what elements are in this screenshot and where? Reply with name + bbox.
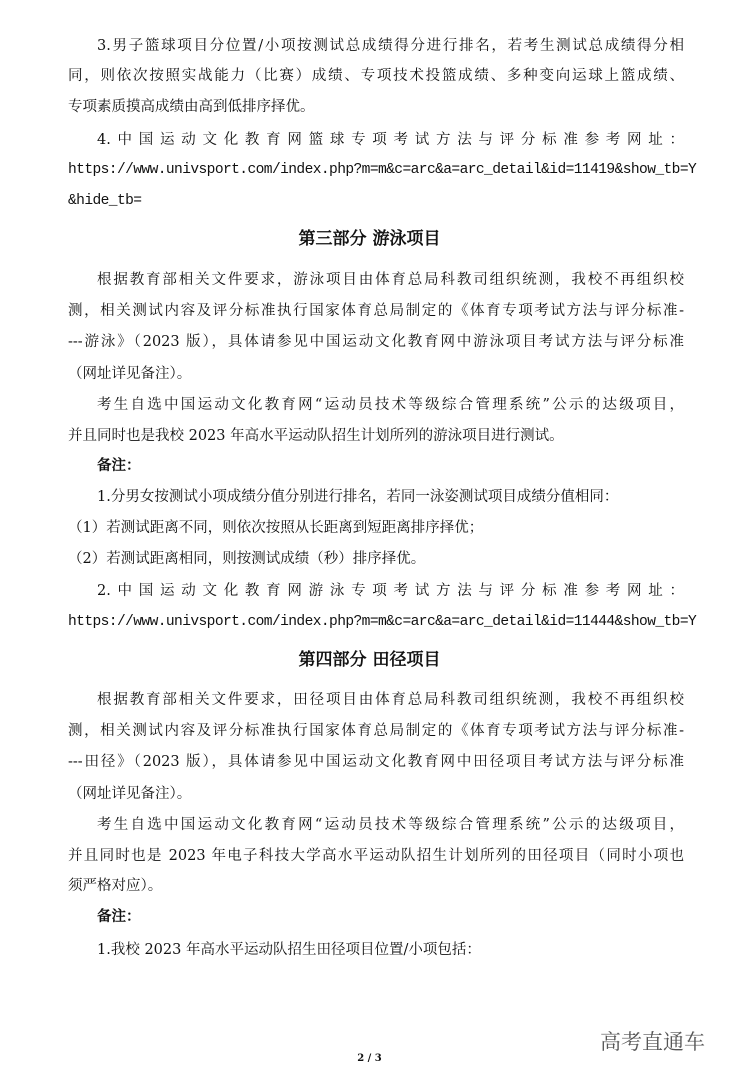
paragraph-line: （1）若测试距离不同，则依次按照从长距离到短距离排序择优； <box>68 520 484 536</box>
paragraph-line: 并且同时也是我校 2023 年高水平运动队招生计划所列的游泳项目进行测试。 <box>68 428 564 444</box>
url-line: &hide_tb= <box>68 193 142 209</box>
paragraph-line: 3.男子篮球项目分位置/小项按测试总成绩得分进行排名，若考生测试总成绩得分相 <box>97 38 684 54</box>
note-heading: 备注： <box>97 909 141 925</box>
section-heading-swimming: 第三部分 游泳项目 <box>298 229 441 249</box>
note-heading: 备注： <box>97 458 141 474</box>
paragraph-line: 1.我校 2023 年高水平运动队招生田径项目位置/小项包括： <box>97 942 481 958</box>
paragraph-line: （网址详见备注）。 <box>68 366 192 382</box>
paragraph-line: ---游泳》（2023 版），具体请参见中国运动文化教育网中游泳项目考试方法与评分标准 <box>68 334 684 350</box>
watermark: 高考直通车 <box>600 1030 705 1054</box>
paragraph-line: 4.中国运动文化教育网篮球专项考试方法与评分标准参考网址： <box>97 132 684 148</box>
paragraph-line: 根据教育部相关文件要求，田径项目由体育总局科教司组织统测，我校不再组织校 <box>97 692 684 708</box>
paragraph-line: 须严格对应）。 <box>68 878 163 894</box>
paragraph-line: 测，相关测试内容及评分标准执行国家体育总局制定的《体育专项考试方法与评分标准- <box>68 303 684 319</box>
url-line: https://www.univsport.com/index.php?m=m&c=arc&a=arc_detail&id=11419&show_tb=Y <box>68 162 697 178</box>
section-heading-track-field: 第四部分 田径项目 <box>298 650 441 670</box>
paragraph-line: 并且同时也是 2023 年电子科技大学高水平运动队招生计划所列的田径项目（同时小项也 <box>68 848 684 864</box>
paragraph-line: 专项素质摸高成绩由高到低排序择优。 <box>68 99 315 115</box>
paragraph-line: 考生自选中国运动文化教育网“运动员技术等级综合管理系统”公示的达级项目， <box>97 397 684 413</box>
paragraph-line: 考生自选中国运动文化教育网“运动员技术等级综合管理系统”公示的达级项目， <box>97 817 684 833</box>
paragraph-line: 2.中国运动文化教育网游泳专项考试方法与评分标准参考网址： <box>97 583 684 599</box>
paragraph-line: 同，则依次按照实战能力（比赛）成绩、专项技术投篮成绩、多种变向运球上篮成绩、 <box>68 68 684 84</box>
page-number: 2 / 3 <box>357 1053 382 1064</box>
url-line: https://www.univsport.com/index.php?m=m&c=arc&a=arc_detail&id=11444&show_tb=Y <box>68 614 697 630</box>
paragraph-line: （2）若测试距离相同，则按测试成绩（秒）排序择优。 <box>68 551 426 567</box>
paragraph-line: 1.分男女按测试小项成绩分值分别进行排名，若同一泳姿测试项目成绩分值相同： <box>97 489 619 505</box>
paragraph-line: 测，相关测试内容及评分标准执行国家体育总局制定的《体育专项考试方法与评分标准- <box>68 723 684 739</box>
paragraph-line: （网址详见备注）。 <box>68 786 192 802</box>
paragraph-line: 根据教育部相关文件要求，游泳项目由体育总局科教司组织统测，我校不再组织校 <box>97 272 684 288</box>
paragraph-line: ---田径》（2023 版），具体请参见中国运动文化教育网中田径项目考试方法与评分标准 <box>68 754 684 770</box>
